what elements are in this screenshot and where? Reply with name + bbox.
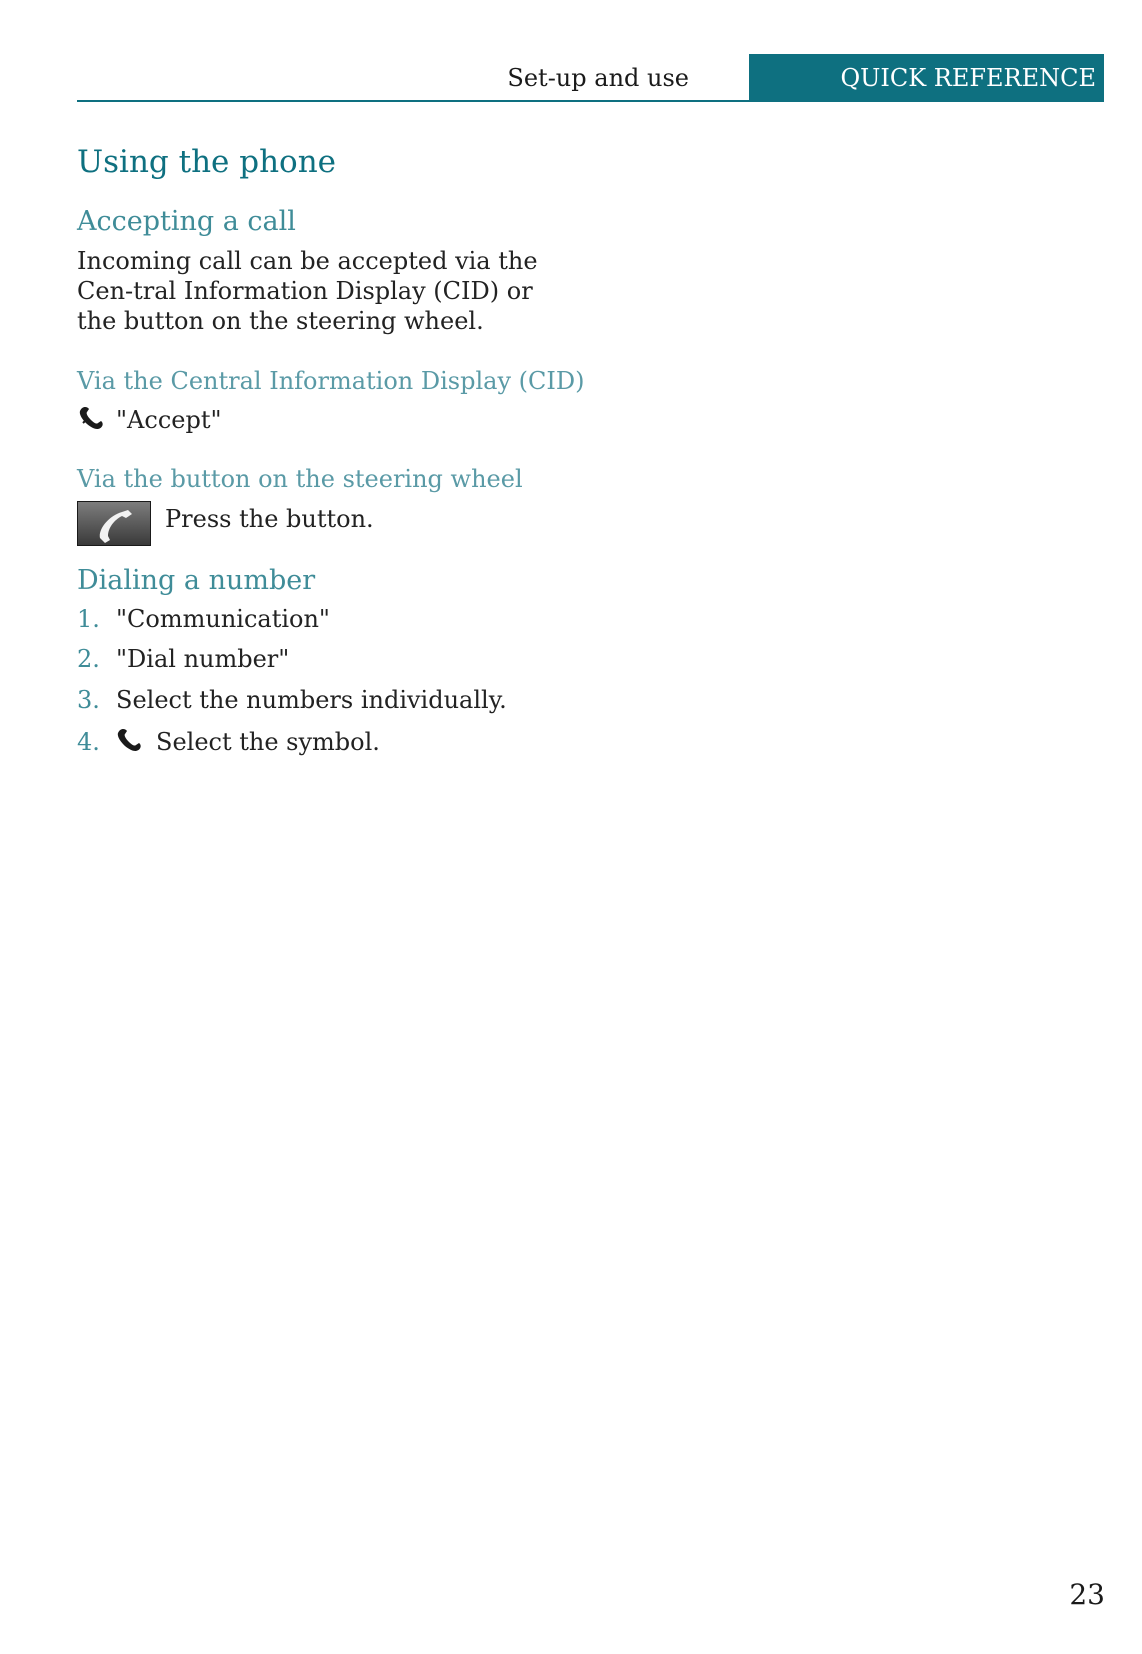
- dialing-step-2: [77, 645, 289, 673]
- header-section-title: Set-up and use: [507, 64, 689, 92]
- step-text: "Communication": [116, 605, 330, 633]
- step-number: 4.: [77, 728, 100, 756]
- step-number: 2.: [77, 645, 100, 673]
- steering-wheel-phone-button-icon: [77, 501, 151, 546]
- page-title: Using the phone: [77, 144, 337, 180]
- accepting-call-body: [77, 246, 557, 336]
- header-divider: [77, 100, 1104, 102]
- step-number: 3.: [77, 686, 100, 714]
- dialing-step-1: [77, 605, 330, 633]
- dialing-step-4: [77, 726, 380, 758]
- accepting-call-heading: Accepting a call: [77, 206, 296, 237]
- cid-accept-row: [77, 404, 222, 436]
- step-text: Select the symbol.: [156, 728, 380, 756]
- via-wheel-heading: Via the button on the steering wheel: [77, 465, 523, 493]
- accept-call-icon: [77, 403, 105, 437]
- dialing-step-3: [77, 686, 507, 714]
- wheel-button-label: Press the button.: [165, 505, 374, 533]
- dialing-heading: Dialing a number: [77, 565, 316, 596]
- wheel-button-row: [77, 501, 374, 547]
- header-tab-label: QUICK REFERENCE: [840, 64, 1096, 92]
- via-cid-heading: Via the Central Information Display (CID): [77, 367, 585, 395]
- accepting-call-body-text: Incoming call can be accepted via the Cen-tral Information Display (CID) or the button on the steering wheel.: [77, 247, 538, 335]
- header-tab-quick-reference: [749, 54, 1104, 102]
- step-text: "Dial number": [116, 645, 290, 673]
- cid-accept-label: "Accept": [116, 406, 222, 434]
- step-text: Select the numbers individually.: [116, 686, 507, 714]
- step-number: 1.: [77, 605, 100, 633]
- page-number: 23: [1069, 1578, 1105, 1611]
- dial-symbol-icon: [116, 726, 144, 758]
